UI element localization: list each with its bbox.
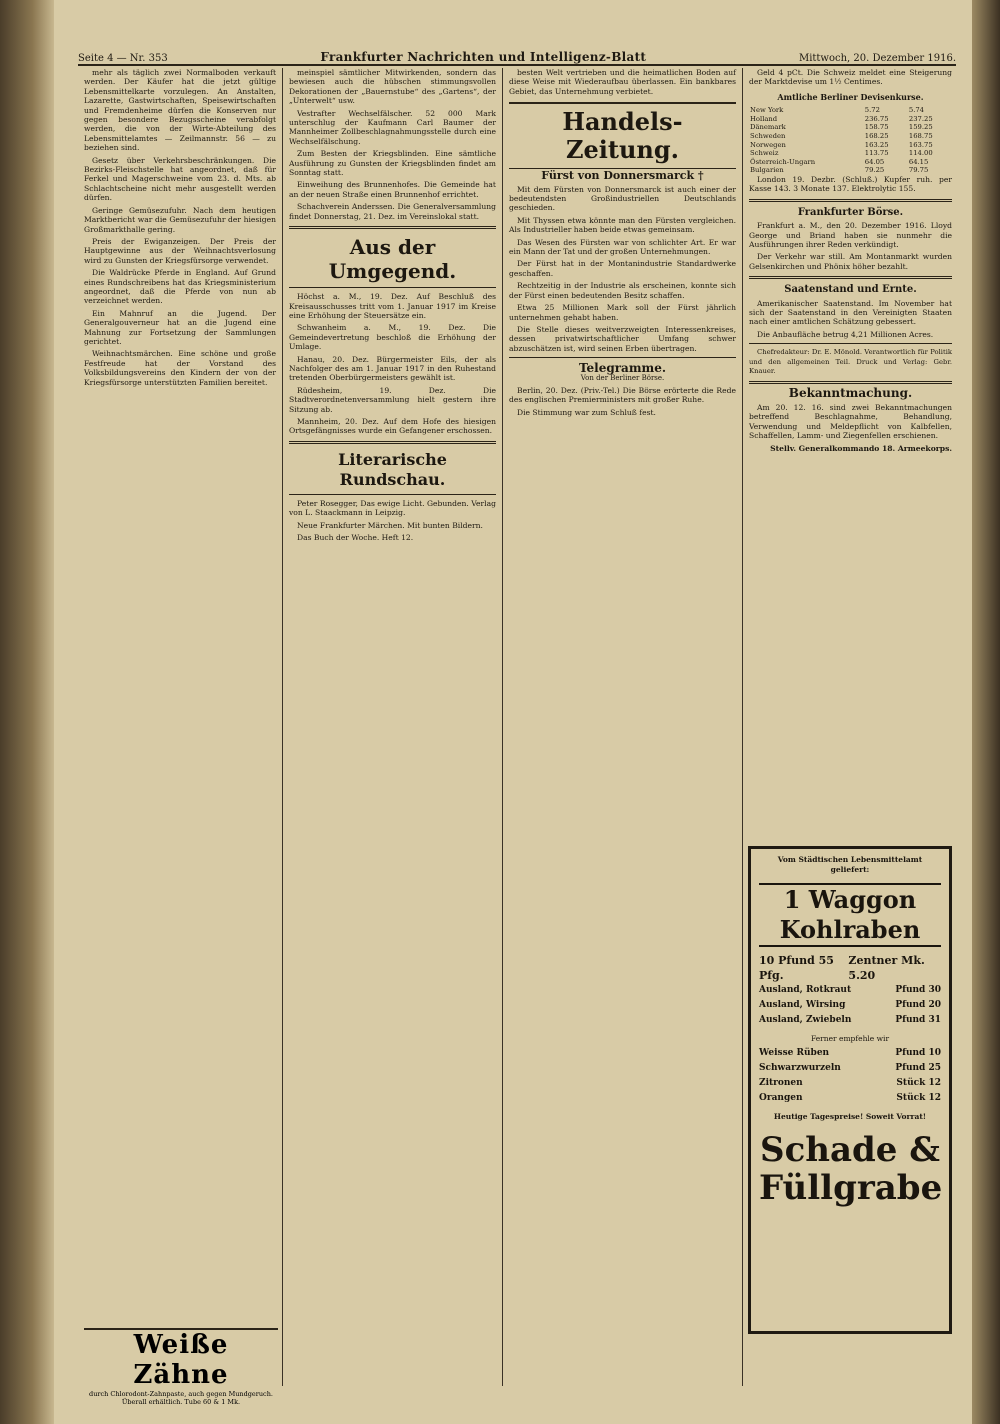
table-cell: 163.75 bbox=[908, 140, 933, 149]
table-cell: Schweiz bbox=[750, 149, 779, 158]
ad-firm-name: Schade & Füllgrabe bbox=[759, 1130, 943, 1208]
ad-item-name: Weisse Rüben bbox=[759, 1048, 830, 1058]
table-cell: 163.25 bbox=[864, 140, 889, 149]
table-row bbox=[749, 141, 952, 150]
table-cell: 168.25 bbox=[864, 132, 889, 140]
section-heading-boerse: Frankfurter Börse. bbox=[797, 206, 904, 218]
table-cell: 79.75 bbox=[908, 166, 929, 175]
table-cell: Holland bbox=[750, 114, 778, 123]
article-paragraph: Ein Mahnruf an die Jugend. Der Generalgouverneur hat an die Jugend eine Mahnung zur Fortsetzung der Sammlungen gerichtet. bbox=[84, 308, 276, 346]
article-paragraph: Hanau, 20. Dez. Bürgermeister Eils, der als Nachfolger des am 1. Januar 1917 in den Ruhestand tretenden Oberbürgermeisters gewählt ist. bbox=[289, 354, 496, 383]
ad-intro: Vom Städtischen Lebensmittelamt geliefert: bbox=[777, 855, 923, 874]
article-paragraph: Einweihung des Brunnenhofes. Die Gemeinde hat an der neuen Straße einen Brunnenhof errichtet. bbox=[289, 180, 496, 199]
ad-title: Weiße Zähne bbox=[133, 1330, 229, 1390]
divider bbox=[289, 226, 496, 229]
section-heading-handels-zeitung: Handels-Zeitung. bbox=[509, 102, 736, 169]
table-cell: 113.75 bbox=[864, 149, 889, 158]
article-paragraph: Frankfurt a. M., den 20. Dezember 1916. Lloyd George und Briand haben sie nunmehr die Ausführungen ihrer Reden verkündigt. bbox=[749, 221, 952, 249]
ad-item-name: Schwarzwurzeln bbox=[759, 1063, 841, 1073]
table-row bbox=[749, 106, 952, 115]
article-paragraph: Die Stimmung war zum Schluß fest. bbox=[517, 407, 656, 417]
article-paragraph: Weihnachtsmärchen. Eine schöne und große Festfreude hat der Vorstand des Volksbildungsvereins den Kindern der von der Kriegsfürsorge unterstützten Familien bereitet. bbox=[84, 349, 276, 387]
article-paragraph: Der Fürst hat in der Montanindustrie Standardwerke geschaffen. bbox=[509, 259, 736, 278]
ad-item-price: Stück 12 bbox=[896, 1093, 941, 1103]
table-cell: 236.75 bbox=[864, 114, 889, 123]
table-cell: 79.25 bbox=[864, 166, 885, 175]
table-cell: Bulgarien bbox=[750, 166, 784, 175]
article-paragraph: Neue Frankfurter Märchen. Mit bunten Bildern. bbox=[297, 520, 483, 530]
article-paragraph: Am 20. 12. 16. sind zwei Bekanntmachungen betreffend Beschlagnahme, Behandlung, Verwendung und Meldepflicht von Kalbfellen, Schaffellen, Lamm- und Ziegenfellen erschienen. bbox=[749, 402, 952, 441]
table-cell: 114.00 bbox=[908, 149, 933, 158]
ad-tagespreise: Heutige Tagespreise! Soweit Vorrat! bbox=[773, 1112, 927, 1121]
divider bbox=[289, 441, 496, 444]
table-cell: 5.72 bbox=[864, 106, 880, 115]
table-cell: 5.74 bbox=[908, 106, 925, 115]
article-title: Fürst von Donnersmarck † bbox=[541, 169, 704, 183]
article-paragraph: Amerikanischer Saatenstand. Im November hat sich der Saatenstand in den Vereinigten Staaten nach einer amtlichen Schätzung gebessert. bbox=[749, 298, 952, 327]
table-cell: 64.05 bbox=[864, 157, 885, 166]
divider bbox=[509, 357, 736, 358]
ad-item-price: Pfund 31 bbox=[895, 1015, 941, 1025]
table-cell: Norwegen bbox=[750, 140, 786, 149]
article-paragraph: mehr als täglich zwei Normalboden verkauft werden. Der Käufer hat die jetzt gültige Lebensmittelkarte vorzulegen. An Anstalten, Lazarette, Gastwirtschaften, Speisewirtschaften und Fremdenheime dürfen die Konserven nur gegen besondere Bezugsscheine verabfolgt werden, die von der Wirte-Abteilung des Lebensmittelamtes — Zeilmannstr. 56 — zu beziehen sind. bbox=[84, 68, 276, 153]
article-paragraph: Das Buch der Woche. Heft 12. bbox=[297, 533, 414, 542]
ad-price-right: Zentner Mk. 5.20 bbox=[848, 954, 925, 982]
table-row bbox=[749, 149, 952, 158]
article-paragraph: Höchst a. M., 19. Dez. Auf Beschluß des Kreisausschusses tritt vom 1. Januar 1917 im Kreise eine Erhöhung der Steuersätze ein. bbox=[289, 292, 496, 320]
ad-item-price: Stück 12 bbox=[896, 1078, 941, 1088]
section-heading-bekanntmachung: Bekanntmachung. bbox=[788, 386, 913, 401]
article-paragraph: Mit dem Fürsten von Donnersmarck ist auch einer der bedeutendsten Großindustriellen Deutschlands geschieden. bbox=[509, 184, 736, 213]
article-paragraph: Rüdesheim, 19. Dez. Die Stadtverordnetenversammlung hielt gestern ihre Sitzung ab. bbox=[289, 385, 496, 414]
article-paragraph: Geld 4 pCt. Die Schweiz meldet eine Steigerung der Marktdevise um 1½ Centimes. bbox=[749, 68, 952, 87]
article-paragraph: Preis der Ewiganzeigen. Der Preis der Hauptgewinne aus der Weihnachtsverlosung wird zu Gunsten der Kriegsfürsorge verwendet. bbox=[84, 236, 276, 265]
ad-item-name: Orangen bbox=[759, 1093, 803, 1103]
divider bbox=[289, 287, 496, 288]
article-paragraph: Schachverein Anderssen. Die Generalversammlung findet Donnerstag, 21. Dez. im Vereinslokal statt. bbox=[289, 202, 496, 221]
divider bbox=[749, 276, 952, 279]
section-heading-umgegend: Aus der Umgegend. bbox=[328, 235, 457, 284]
article-paragraph: Der Verkehr war still. Am Montanmarkt wurden Gelsenkirchen und Phönix höher bezahlt. bbox=[749, 252, 952, 271]
ad-item-row bbox=[759, 983, 941, 998]
ad-item-price: Pfund 30 bbox=[895, 985, 941, 995]
devisen-table bbox=[749, 106, 952, 175]
ad-weisse-zaehne bbox=[84, 1328, 278, 1406]
ad-item-name: Ausland, Rotkraut bbox=[759, 985, 852, 995]
article-paragraph: Berlin, 20. Dez. (Priv.-Tel.) Die Börse erörterte die Rede des englischen Premierministers mit großer Ruhe. bbox=[509, 385, 736, 405]
ad-item-row bbox=[759, 1061, 941, 1076]
article-paragraph: Mit Thyssen etwa könnte man den Fürsten vergleichen. Als Industrieller haben beide etwas gemeinsam. bbox=[509, 215, 736, 235]
column-2 bbox=[283, 68, 503, 1386]
table-cell: Österreich-Ungarn bbox=[750, 157, 816, 166]
divider bbox=[289, 494, 496, 495]
ad-ferner: Ferner empfehle wir bbox=[810, 1034, 890, 1043]
article-paragraph: Peter Rosegger, Das ewige Licht. Gebunden. Verlag von L. Staackmann in Leipzig. bbox=[289, 498, 496, 518]
ad-item-price: Pfund 20 bbox=[895, 1000, 941, 1010]
article-paragraph: Vestrafter Wechselfälscher. 52 000 Mark unterschlug der Kaufmann Carl Baumer der Mannheimer Zollbeschlagnahmungsstelle durch eine Wechselfälschung. bbox=[289, 108, 496, 146]
ad-subtext: durch Chlorodont-Zahnpaste, auch gegen Mundgeruch. Überall erhältlich. Tube 60 & 1 Mk. bbox=[89, 1390, 273, 1406]
table-row bbox=[749, 123, 952, 132]
table-title: Amtliche Berliner Devisenkurse. bbox=[777, 91, 924, 102]
page-number: Seite 4 — Nr. 353 bbox=[78, 53, 168, 64]
table-row bbox=[749, 115, 952, 124]
divider bbox=[749, 343, 952, 344]
article-paragraph: Geringe Gemüsezufuhr. Nach dem heutigen Marktbericht war die Gemüsezufuhr der hiesigen Großmarkthalle gering. bbox=[84, 205, 276, 234]
signature-line: Stellv. Generalkommando 18. Armeekorps. bbox=[770, 443, 952, 453]
ad-headline: 1 Waggon Kohlraben bbox=[759, 883, 941, 947]
table-row bbox=[749, 166, 952, 175]
ad-item-name: Ausland, Wirsing bbox=[759, 1000, 846, 1010]
ad-price-left: 10 Pfund 55 Pfg. bbox=[759, 954, 834, 982]
article-paragraph: London 19. Dezbr. (Schluß.) Kupfer ruh. per Kasse 143. 3 Monate 137. Elektrolytic 155. bbox=[749, 174, 952, 194]
section-heading-saatenstand: Saatenstand und Ernte. bbox=[784, 284, 917, 296]
table-row bbox=[749, 132, 952, 141]
table-cell: Schweden bbox=[750, 132, 786, 140]
ad-item-name: Zitronen bbox=[759, 1078, 803, 1088]
divider bbox=[749, 199, 952, 202]
column-1 bbox=[78, 68, 283, 1386]
ad-item-row bbox=[759, 1076, 941, 1091]
binding-edge bbox=[0, 0, 54, 1424]
ad-price-row bbox=[759, 953, 941, 983]
ad-item-price: Pfund 10 bbox=[895, 1048, 941, 1058]
ad-item-row bbox=[759, 998, 941, 1013]
issue-date: Mittwoch, 20. Dezember 1916. bbox=[798, 53, 956, 64]
article-paragraph: Rechtzeitig in der Industrie als erscheinen, konnte sich der Fürst einen bedeutenden Besitz schaffen. bbox=[509, 281, 736, 300]
ad-item-price: Pfund 25 bbox=[895, 1063, 941, 1073]
table-cell: Dänemark bbox=[750, 123, 786, 132]
imprint: Chefredakteur: Dr. E. Mönold. Verantwortlich für Politik und den allgemeinen Teil. Druck und Verlag: Gebr. Knauer. bbox=[749, 348, 952, 376]
article-paragraph: besten Welt vertrieben und die heimatlichen Boden auf diese Weise mit Wiederaufbau überlassen. Ein bankbares Gebiet, das Unternehmung verbietet. bbox=[509, 68, 736, 96]
table-row bbox=[749, 158, 952, 167]
ad-item-row bbox=[759, 1046, 941, 1061]
article-paragraph: Mannheim, 20. Dez. Auf dem Hofe des hiesigen Ortsgefängnisses wurde ein Gefangener erschossen. bbox=[289, 416, 496, 436]
ad-item-row bbox=[759, 1091, 941, 1106]
ad-kohlraben bbox=[748, 846, 952, 1334]
article-paragraph: Schwanheim a. M., 19. Dez. Die Gemeindevertretung beschloß die Erhöhung der Umlage. bbox=[289, 323, 496, 352]
divider bbox=[749, 381, 952, 384]
ad-item-row bbox=[759, 1013, 941, 1028]
article-paragraph: Die Stelle dieses weitverzweigten Interessenkreises, dessen privatwirtschaftlicher Umfang schwer abzuschätzen ist, wird seinen Erben übertragen. bbox=[509, 324, 736, 353]
page-header bbox=[78, 46, 956, 66]
masthead: Frankfurter Nachrichten und Intelligenz-Blatt bbox=[320, 50, 647, 64]
article-paragraph: Das Wesen des Fürsten war von schlichter Art. Er war ein Mann der Tat und der großen Unternehmungen. bbox=[509, 237, 736, 257]
table-cell: New York bbox=[750, 106, 784, 115]
article-paragraph: Die Anbaufläche betrug 4,21 Millionen Acres. bbox=[757, 329, 934, 339]
section-heading-telegramme: Telegramme. bbox=[578, 361, 667, 376]
table-cell: 158.75 bbox=[864, 123, 889, 132]
article-paragraph: Etwa 25 Millionen Mark soll der Fürst jährlich unternehmen gehabt haben. bbox=[509, 303, 736, 322]
section-subheading: Von der Berliner Börse. bbox=[580, 373, 665, 382]
page-edge bbox=[972, 0, 1000, 1424]
table-cell: 159.25 bbox=[908, 123, 933, 132]
table-cell: 237.25 bbox=[908, 114, 933, 123]
ad-item-name: Ausland, Zwiebeln bbox=[759, 1015, 852, 1025]
table-cell: 64.15 bbox=[908, 157, 929, 166]
article-paragraph: meinspiel sämtlicher Mitwirkenden, sondern das bewiesen auch die hübschen stimmungsvollen Dekorationen der „Bauernstube“ des „Gartens“, der „Unterwelt“ usw. bbox=[289, 68, 496, 106]
article-paragraph: Gesetz über Verkehrsbeschränkungen. Die Bezirks-Fleischstelle hat angeordnet, daß für Ferkel und Magerschweine vom 23. d. Mts. ab Schlachtscheine nicht mehr ausgestellt werden dürfen. bbox=[84, 155, 276, 203]
article-paragraph: Zum Besten der Kriegsblinden. Eine sämtliche Ausführung zu Gunsten der Kriegsblinden findet am Sonntag statt. bbox=[289, 149, 496, 178]
table-cell: 168.75 bbox=[908, 132, 933, 140]
section-heading-literatur: Literarische Rundschau. bbox=[338, 449, 447, 489]
article-paragraph: Die Waldrücke Pferde in England. Auf Grund eines Rundschreibens hat das Kriegsministerium angeordnet, daß die Pferde von nun ab verzeichnet werden. bbox=[84, 268, 276, 306]
column-3 bbox=[503, 68, 743, 1386]
